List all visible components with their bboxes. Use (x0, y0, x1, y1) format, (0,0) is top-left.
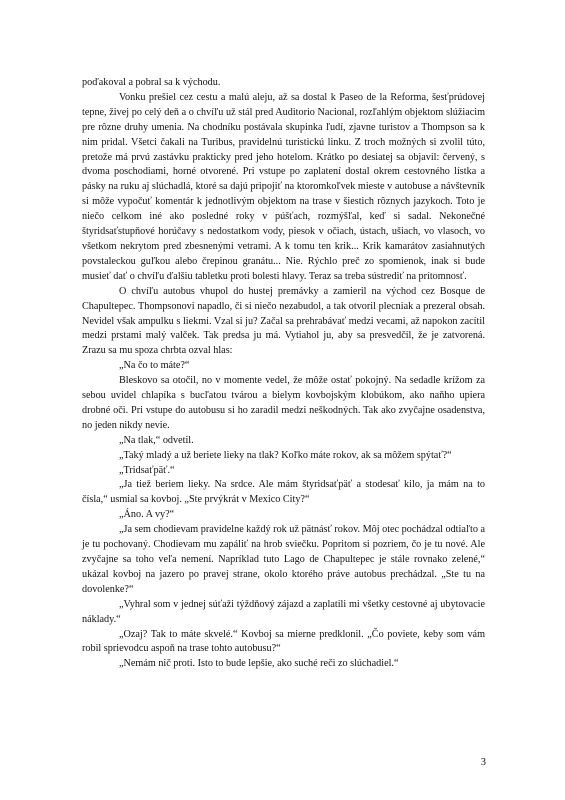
paragraph: „Na tlak,“ odvetil. (119, 434, 194, 446)
paragraph: „Áno. A vy?“ (119, 509, 175, 521)
paragraph: „Taký mladý a už beriete lieky na tlak? Koľko máte rokov, ak sa môžem spýtať?“ (119, 449, 452, 461)
paragraph: O chvíľu autobus vhupol do hustej premávky a zamieril na východ cez Bosque de Chapultepec. Thompsonovi napadlo, či si niečo nezabudol, a tak otvoril plecniak a prezeral obsah. Nevidel však ampulku s liekmi. Vzal si ju? Začal sa prehrabávať medzi vecami, až napokon zacítil medzi prstami malý valček. Tak predsa ju má. Vytiahol ju, aby sa presvedčil, že je zatvorená. Zrazu sa mu spoza chrbta ozval hlas: (82, 285, 485, 357)
paragraph: „Tridsaťpäť.“ (119, 464, 175, 476)
page-number: 3 (480, 757, 486, 768)
paragraph: „Na čo to máte?“ (119, 360, 190, 372)
paragraph: „Nemám nič proti. Isto to bude lepšie, ako suché reči zo slúchadiel.“ (119, 658, 399, 670)
paragraph: „Ozaj? Tak to máte skvelé.“ Kovboj sa mierne predklonil. „Čo poviete, keby som vám robil sprievodcu aspoň na trase tohto autobusu?“ (82, 628, 485, 655)
body-text (82, 76, 485, 672)
paragraph: Vonku prešiel cez cestu a malú aleju, až sa dostal k Paseo de la Reforma, šesťprúdovej tepne, živej po celý deň a o chvíľu už stál pred Auditorio Nacional, rozľahlým objektom slúžiacim pre rôzne druhy umenia. Na chodníku postávala skupinka ľudí, zjavne turistov a Thompson sa k nim pridal. Všetci čakali na Turibus, pravidelnú turistickú linku. Z troch možných si zvolil túto, pretože má prvú zastávku prakticky pred jeho hotelom. Krátko po desiatej sa objavil: červený, s dvoma poschodiami, horné otvorené. Pri vstupe po zaplatení dostal okrem cestovného lístka a pásky na ruku aj slúchadlá, ktoré sa dajú pripojiť na ktoromkoľvek mieste v autobuse a návštevník si môže vypočuť komentár k jednotlivým objektom na trase v šiestich rôznych jazykoch. Toto je niečo celkom iné ako posledné roky v púšťach, rozmýšľal, keď si sadal. Nekonečné štyridsaťstupňové horúčavy s nedostatkom vody, piesok v očiach, ústach, ušiach, vo vlasoch, vo všetkom nekrytom pred zbesnenými vetrami. A k tomu ten krik... Krik kamarátov zasiahnutých povstaleckou guľkou alebo črepinou granátu... Nie. Rýchlo preč zo spomienok, inak si bude musieť dať o chvíľu ďalšiu tabletku proti bolesti hlavy. Teraz sa treba sústrediť na prítomnosť. (82, 91, 485, 282)
paragraph: Bleskovo sa otočil, no v momente vedel, že môže ostať pokojný. Na sedadle krížom za sebou uvidel chlapíka s bucľatou tvárou a bielym kovbojským klobúkom, ako naňho upiera drobné oči. Pri vstupe do autobusu si ho zaradil medzi neškodných. Tak ako zvyčajne osadenstva, no jeden nikdy nevie. (82, 375, 485, 431)
paragraph: poďakoval a pobral sa k východu. (82, 77, 221, 88)
paragraph: „Ja tiež beriem lieky. Na srdce. Ale mám štyridsaťpäť a stodesať kilo, ja mám na to čísla,“ usmial sa kovboj. „Ste prvýkrát v Mexico City?“ (82, 479, 485, 506)
paragraph: „Vyhral som v jednej súťaži týždňový zájazd a zaplatili mi všetky cestovné aj ubytovacie náklady.“ (82, 598, 485, 625)
paragraph: „Ja sem chodievam pravidelne každý rok už pätnásť rokov. Môj otec pochádzal odtiaľto a je tu pochovaný. Chodievam mu zapáliť na hrob sviečku. Popritom si pozriem, čo je tu nové. Ale zvyčajne sa toho veľa nemení. Napríklad tuto Lago de Chapultepec je stále rovnako zelené,“ ukázal kovboj na jazero po pravej strane, okolo ktorého práve autobus prechádzal. „Ste tu na dovolenke?“ (82, 524, 485, 595)
